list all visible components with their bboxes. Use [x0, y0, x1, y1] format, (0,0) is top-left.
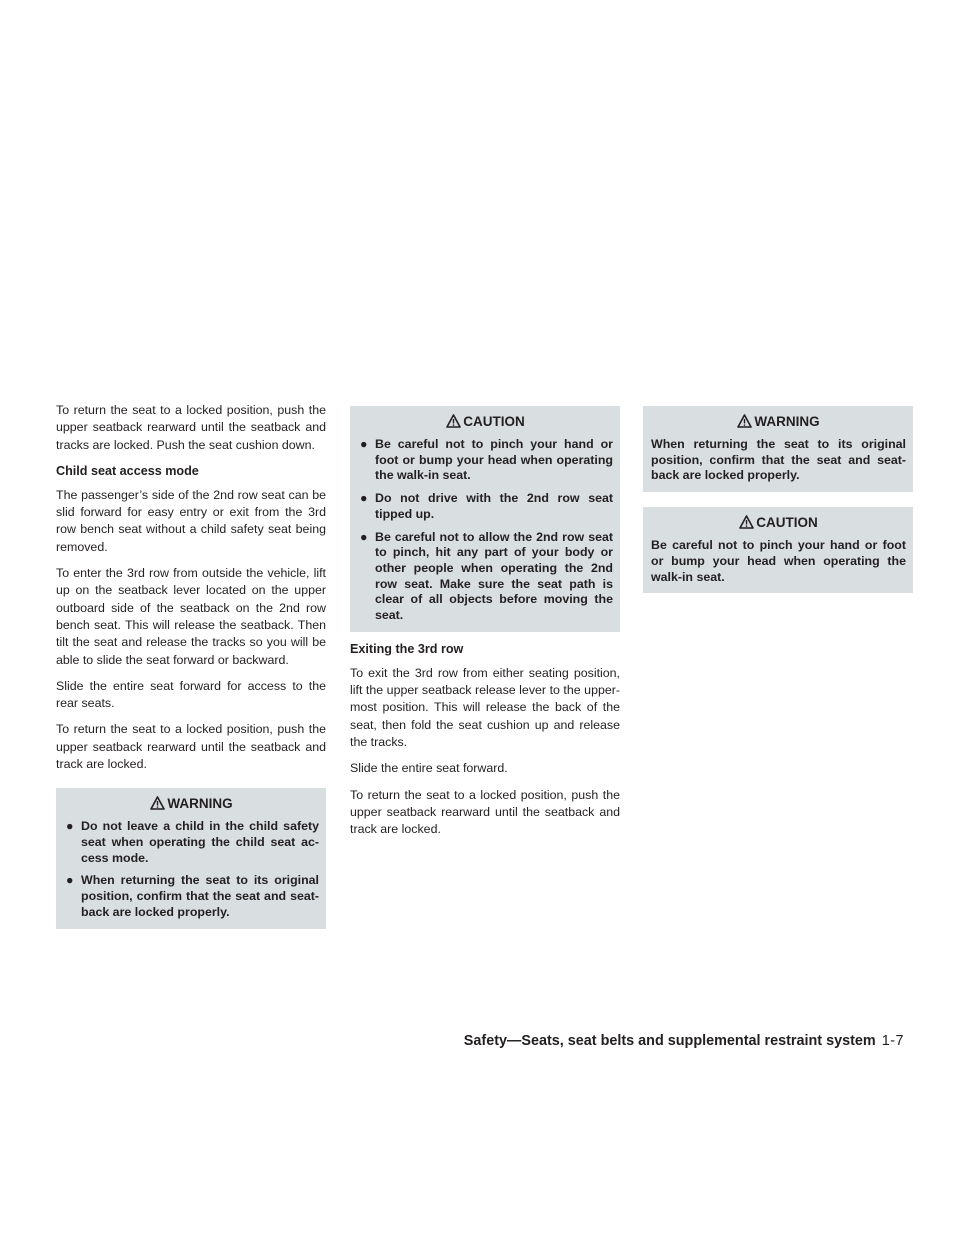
warning-list	[64, 819, 319, 920]
warning-triangle-icon	[737, 414, 752, 428]
warning-title: WARNING	[754, 413, 820, 429]
paragraph: To return the seat to a locked position, push the upper seatback rearward until the seatback and tracks are locked. Push the seat cushion down.	[56, 403, 326, 452]
caution-box	[350, 406, 620, 632]
caution-title: CAUTION	[756, 514, 818, 530]
warning-triangle-icon	[446, 414, 461, 428]
paragraph: To enter the 3rd row from outside the vehicle, lift up on the seatback lever located on the upper outboard side of the seatback on the 2nd row bench seat. This will release the seatback. Then tilt the seat and release the tracks so you will be able to slide the seat forward or backward.	[56, 566, 326, 667]
section-heading-exiting-3rd-row: Exiting the 3rd row	[350, 641, 464, 656]
warning-text: When returning the seat to its original position, confirm that the seat and seat-back are locked properly.	[651, 437, 906, 483]
caution-list	[358, 437, 613, 624]
bullet-icon: ●	[66, 819, 74, 834]
column-1	[56, 402, 326, 938]
paragraph: The passenger’s side of the 2nd row seat can be slid forward for easy entry or exit from the 3rd row bench seat without a child safety seat being removed.	[56, 487, 326, 554]
caution-header	[358, 412, 613, 430]
page-number: 1-7	[881, 1033, 904, 1049]
bullet-icon: ●	[360, 529, 368, 544]
list-item: ● When returning the seat to its original position, confirm that the seat and seat-back are locked properly.	[66, 873, 319, 919]
warning-box	[56, 788, 326, 928]
warning-box	[643, 406, 913, 492]
warning-header	[651, 412, 906, 430]
caution-title: CAUTION	[463, 413, 525, 429]
list-item: ● Be careful not to pinch your hand or foot or bump your head when operating the walk-in seat.	[360, 437, 613, 483]
warning-title: WARNING	[167, 795, 233, 811]
column-2	[350, 402, 620, 847]
paragraph: To exit the 3rd row from either seating position, lift the upper seatback release lever to the upper-most position. This will release the back of the seat, then fold the seat cushion up and release the tracks.	[350, 665, 620, 749]
caution-box	[643, 507, 913, 593]
paragraph: To return the seat to a locked position, push the upper seatback rearward until the seatback and track are locked.	[56, 722, 326, 772]
warning-header	[64, 794, 319, 812]
bullet-icon: ●	[360, 437, 368, 451]
warning-triangle-icon	[739, 515, 754, 529]
list-item: ● Do not drive with the 2nd row seat tipped up.	[360, 491, 613, 521]
caution-text: Be careful not to pinch your hand or foot or bump your head when operating the walk-in seat.	[651, 538, 906, 584]
column-3	[643, 402, 913, 602]
paragraph: Slide the entire seat forward for access to the rear seats.	[56, 678, 326, 711]
list-item: ● Do not leave a child in the child safety seat when operating the child seat ac-cess mode.	[66, 819, 319, 865]
page-footer	[464, 1033, 904, 1049]
caution-header	[651, 513, 906, 531]
paragraph: To return the seat to a locked position, push the upper seatback rearward until the seatback and track are locked.	[350, 787, 620, 837]
section-heading-child-seat-access: Child seat access mode	[56, 463, 199, 478]
bullet-icon: ●	[66, 873, 74, 888]
bullet-icon: ●	[360, 491, 368, 506]
warning-triangle-icon	[150, 796, 165, 810]
paragraph: Slide the entire seat forward.	[350, 761, 508, 776]
list-item: ● Be careful not to allow the 2nd row seat to pinch, hit any part of your body or other people when operating the 2nd row seat. Make sure the seat path is clear of all objects before moving the seat.	[360, 529, 613, 623]
chapter-title: Safety—Seats, seat belts and supplemental restraint system	[463, 1033, 876, 1049]
